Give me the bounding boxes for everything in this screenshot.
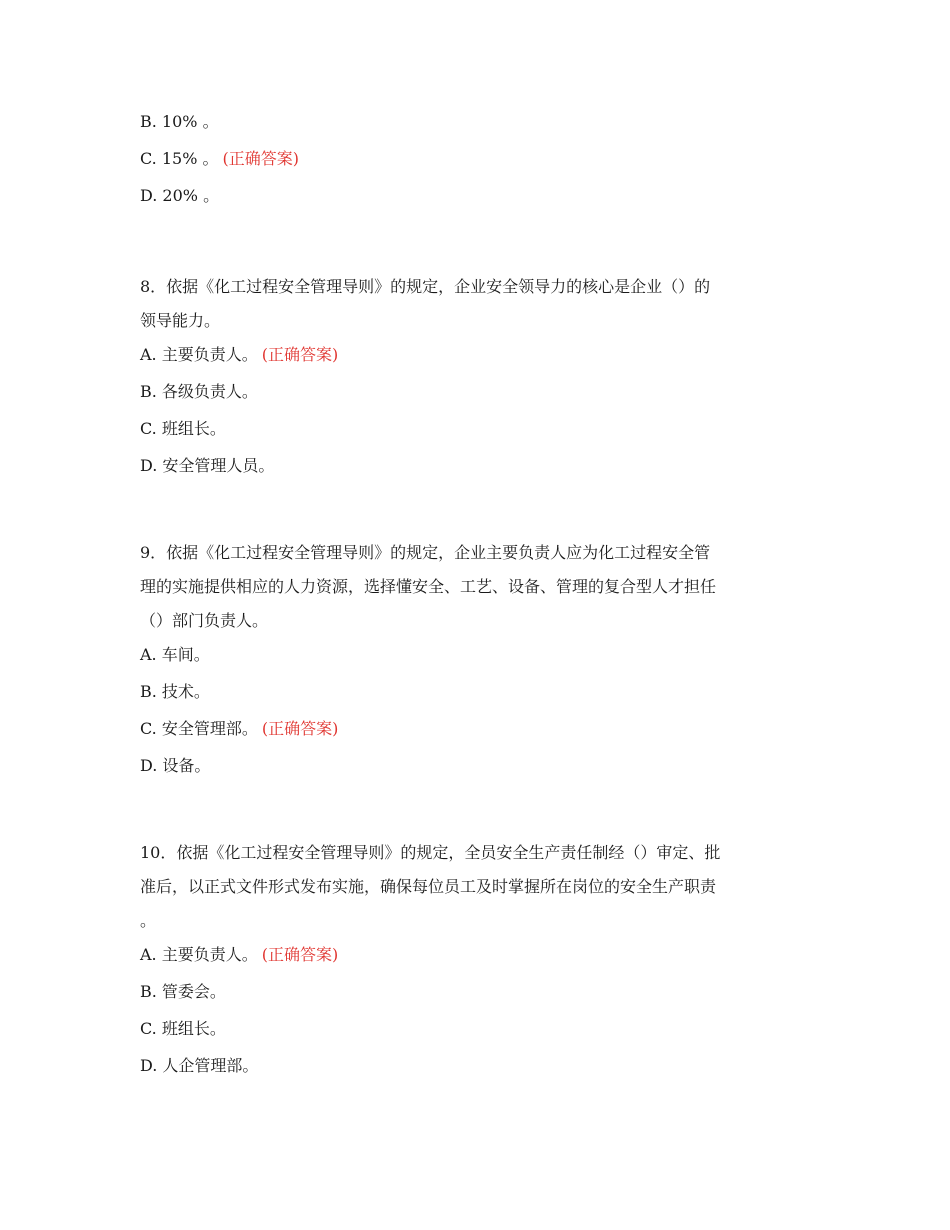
question-text-line: 理的实施提供相应的人力资源，选择懂安全、工艺、设备、管理的复合型人才担任 — [140, 577, 717, 596]
question-10 — [140, 841, 820, 1078]
question-text-line: 8．依据《化工过程安全管理导则》的规定，企业安全领导力的核心是企业（）的 — [140, 277, 711, 296]
question-9 — [140, 541, 820, 778]
option-c — [140, 1017, 820, 1041]
option-text: B. 10% 。 — [140, 112, 219, 131]
option-d — [140, 1054, 820, 1078]
spacer — [140, 791, 820, 841]
option-text: D. 20% 。 — [140, 186, 220, 205]
option-d — [140, 754, 820, 778]
option-b — [140, 680, 820, 704]
option-text: D. 人企管理部。 — [140, 1056, 259, 1075]
option-text: B. 各级负责人。 — [140, 382, 258, 401]
document-content — [140, 110, 820, 1091]
option-text: D. 设备。 — [140, 756, 211, 775]
correct-answer-marker: (正确答案) — [222, 149, 299, 168]
question-text-line: 准后，以正式文件形式发布实施，确保每位员工及时掌握所在岗位的安全生产职责 — [140, 877, 717, 896]
option-text: A. 主要负责人。 — [140, 945, 258, 964]
option-b — [140, 980, 820, 1004]
leading-options — [140, 110, 820, 208]
option-text: C. 班组长。 — [140, 1019, 226, 1038]
option-text: A. 主要负责人。 — [140, 345, 258, 364]
option-a — [140, 643, 820, 667]
correct-answer-marker: (正确答案) — [261, 719, 339, 738]
option-text: A. 车间。 — [140, 645, 210, 664]
option-c — [140, 417, 820, 441]
option-b — [140, 380, 820, 404]
option-text: C. 班组长。 — [140, 419, 226, 438]
spacer — [140, 221, 820, 275]
option-text: C. 15% 。 — [140, 149, 219, 168]
option-d — [140, 184, 820, 208]
option-b — [140, 110, 820, 134]
option-a — [140, 343, 820, 367]
question-text-line: 。 — [140, 911, 157, 930]
question-text-line: 领导能力。 — [140, 311, 221, 330]
question-8 — [140, 275, 820, 478]
question-text-line: （）部门负责人。 — [140, 611, 269, 630]
option-text: D. 安全管理人员。 — [140, 456, 275, 475]
option-c — [140, 147, 820, 171]
option-text: B. 管委会。 — [140, 982, 226, 1001]
option-text: C. 安全管理部。 — [140, 719, 258, 738]
correct-answer-marker: (正确答案) — [261, 345, 339, 364]
option-c — [140, 717, 820, 741]
option-text: B. 技术。 — [140, 682, 210, 701]
spacer — [140, 491, 820, 541]
question-text-line: 10．依据《化工过程安全管理导则》的规定，全员安全生产责任制经（）审定、批 — [140, 843, 721, 862]
option-a — [140, 943, 820, 967]
option-d — [140, 454, 820, 478]
question-text-line: 9．依据《化工过程安全管理导则》的规定，企业主要负责人应为化工过程安全管 — [140, 543, 711, 562]
correct-answer-marker: (正确答案) — [261, 945, 339, 964]
